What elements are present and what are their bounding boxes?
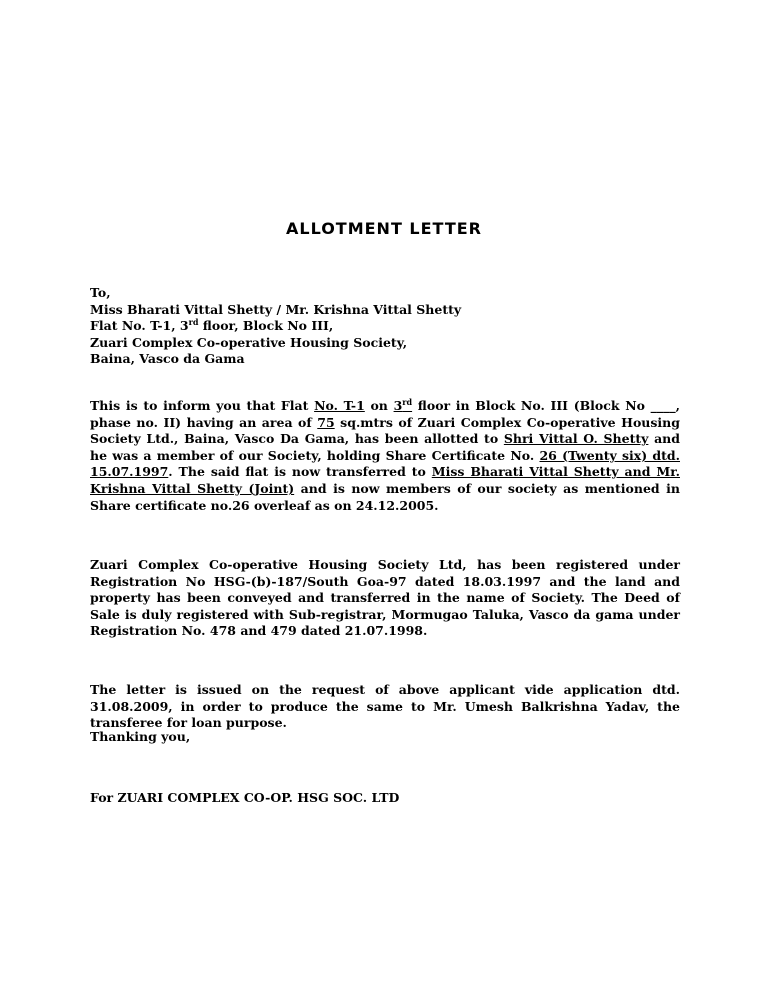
address-line-flat: Flat No. T-1, 3rd floor, Block No III, — [90, 317, 334, 334]
letter-title: ALLOTMENT LETTER — [285, 219, 482, 238]
paragraph-request: The letter is issued on the request of above applicant vide application dtd. 31.08.2009, in order to produce the same to Mr. Umesh Balkrishna Yadav, the transferee for loan purpose. — [90, 682, 680, 731]
transferee-names: Miss Bharati Vittal Shetty and Mr. Krishna Vittal Shetty (Joint) — [90, 464, 680, 496]
address-line-names: Miss Bharati Vittal Shetty / Mr. Krishna Vittal Shetty — [90, 301, 462, 317]
flat-area: 75 — [317, 414, 335, 430]
signature-line: For ZUARI COMPLEX CO-OP. HSG SOC. LTD — [90, 790, 400, 805]
address-block — [90, 285, 680, 368]
closing-line: Thanking you, — [90, 729, 191, 744]
salutation: To, — [90, 285, 111, 300]
flat-number: No. T-1 — [314, 398, 365, 413]
address-line-place: Baina, Vasco da Gama — [90, 351, 245, 367]
paragraph-allotment: This is to inform you that Flat No. T-1 on 3rd floor in Block No. III (Block No ____, phase no. II) having an area of 75 sq.mtrs of Zuari Complex Co-operative Housing Society Ltd., Baina, Vasco Da Gama, has been allotted to Shri Vittal O. Shetty and he was a member of our Society, holding Share Certificate No. 26 (Twenty six) dtd. 15.07.1997. The said flat is now transferred to Miss Bharati Vittal Shetty and Mr. Krishna Vittal Shetty (Joint) and is now members of our society as mentioned in Share certificate no.26 overleaf as on 24.12.2005. — [90, 396, 681, 513]
address-line-society: Zuari Complex Co-operative Housing Society, — [90, 334, 408, 350]
share-certificate: 26 (Twenty six) dtd. 15.07.1997 — [90, 447, 680, 480]
floor-number: 3rd — [393, 396, 413, 413]
allottee-name: Shri Vittal O. Shetty — [503, 431, 649, 447]
paragraph-registration: Zuari Complex Co-operative Housing Society Ltd, has been registered under Registration No HSG-(b)-187/South Goa-97 dated 18.03.1997 and the land and property has been conveyed and transferred in the name of Society. The Deed of Sale is duly registered with Sub-registrar, Mormugao Taluka, Vasco da gama under Registration No. 478 and 479 dated 21.07.1998. — [90, 557, 680, 639]
